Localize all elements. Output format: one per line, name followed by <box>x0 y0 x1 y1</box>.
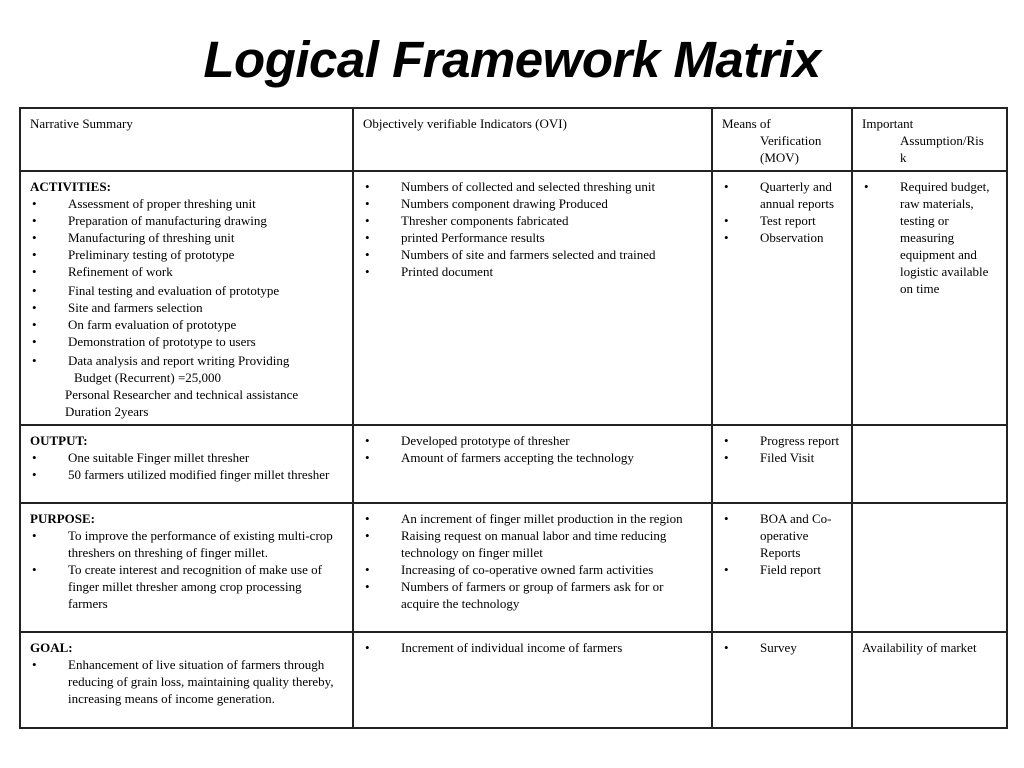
activities-mov <box>712 171 852 425</box>
goal-ovi <box>353 632 712 728</box>
list-item: • Thresher components fabricated <box>363 212 703 229</box>
list-item: • Data analysis and report writing Providing <box>30 352 344 369</box>
activities-list <box>30 195 344 369</box>
list-item: • Demonstration of prototype to users <box>30 333 344 350</box>
header-ovi <box>353 108 712 171</box>
output-row <box>20 425 1007 503</box>
goal-mov <box>712 632 852 728</box>
list-item: • Developed prototype of thresher <box>363 432 703 449</box>
header-label: Important <box>862 116 914 131</box>
logframe-table <box>19 107 1008 729</box>
header-label: Means of <box>722 116 771 131</box>
list-item: • One suitable Finger millet thresher <box>30 449 344 466</box>
header-label: Assumption/Ris <box>900 133 984 148</box>
header-label: Verification <box>760 133 822 148</box>
header-narrative-summary <box>20 108 353 171</box>
section-label: PURPOSE: <box>30 511 95 526</box>
activities-assumption <box>852 171 1007 425</box>
list-item: • Preparation of manufacturing drawing <box>30 212 344 229</box>
section-label: ACTIVITIES: <box>30 179 111 194</box>
list-item: • To improve the performance of existing multi-crop threshers on threshing of finger millet. <box>30 527 344 561</box>
goal-assumption: Availability of market <box>852 632 1007 728</box>
header-assumption-risk <box>852 108 1007 171</box>
header-label: (MOV) <box>760 150 799 165</box>
list-item: • Site and farmers selection <box>30 299 344 316</box>
budget-text: Budget (Recurrent) =25,000 <box>74 370 222 385</box>
list-item: • Filed Visit <box>722 449 843 466</box>
list-item: • Numbers of site and farmers selected and trained <box>363 246 703 263</box>
list-item: • To create interest and recognition of make use of finger millet thresher among crop processing farmers <box>30 561 344 612</box>
list-item: • Progress report <box>722 432 843 449</box>
section-label: GOAL: <box>30 640 73 655</box>
list-item: • Numbers component drawing Produced <box>363 195 703 212</box>
duration-text: Duration 2years <box>65 404 149 419</box>
personal-text: Personal Researcher and technical assistance <box>65 387 299 402</box>
purpose-mov <box>712 503 852 632</box>
list-item: • Observation <box>722 229 843 246</box>
output-list <box>30 449 344 483</box>
ovi-list <box>363 432 703 466</box>
purpose-assumption <box>852 503 1007 632</box>
page-title: Logical Framework Matrix <box>203 31 821 88</box>
purpose-row <box>20 503 1007 632</box>
list-item: • Raising request on manual labor and time reducing technology on finger millet <box>363 527 703 561</box>
list-item: • On farm evaluation of prototype <box>30 316 344 333</box>
list-item: • printed Performance results <box>363 229 703 246</box>
goal-list <box>30 656 344 707</box>
list-item: • Required budget, raw materials, testing or measuring equipment and logistic available on time <box>862 178 998 297</box>
header-mov <box>712 108 852 171</box>
list-item: • Test report <box>722 212 843 229</box>
output-mov <box>712 425 852 503</box>
list-item: • Increment of individual income of farmers <box>363 639 703 656</box>
mov-list <box>722 639 843 656</box>
list-item: • Final testing and evaluation of prototype <box>30 282 344 299</box>
list-item: • Field report <box>722 561 843 578</box>
activities-ovi <box>353 171 712 425</box>
header-label: Narrative Summary <box>30 116 133 131</box>
mov-list <box>722 432 843 466</box>
list-item: • Quarterly and annual reports <box>722 178 843 212</box>
purpose-narrative <box>20 503 353 632</box>
purpose-list <box>30 527 344 612</box>
ovi-list <box>363 510 703 612</box>
goal-row <box>20 632 1007 728</box>
assumption-list <box>862 178 998 297</box>
list-item: • Printed document <box>363 263 703 280</box>
activities-row <box>20 171 1007 425</box>
mov-list <box>722 510 843 578</box>
section-label: OUTPUT: <box>30 433 88 448</box>
list-item: • Amount of farmers accepting the technology <box>363 449 703 466</box>
ovi-list <box>363 178 703 280</box>
list-item: • 50 farmers utilized modified finger millet thresher <box>30 466 344 483</box>
list-item: • Increasing of co-operative owned farm activities <box>363 561 703 578</box>
output-ovi <box>353 425 712 503</box>
mov-list <box>722 178 843 246</box>
list-item: • BOA and Co-operative Reports <box>722 510 843 561</box>
output-narrative <box>20 425 353 503</box>
header-row <box>20 108 1007 171</box>
list-item: • Manufacturing of threshing unit <box>30 229 344 246</box>
list-item: • Survey <box>722 639 843 656</box>
purpose-ovi <box>353 503 712 632</box>
ovi-list <box>363 639 703 656</box>
activities-narrative <box>20 171 353 425</box>
list-item: • Preliminary testing of prototype <box>30 246 344 263</box>
output-assumption <box>852 425 1007 503</box>
list-item: • Assessment of proper threshing unit <box>30 195 344 212</box>
goal-narrative <box>20 632 353 728</box>
list-item: • Refinement of work <box>30 263 344 280</box>
list-item: • An increment of finger millet production in the region <box>363 510 703 527</box>
list-item: • Numbers of collected and selected threshing unit <box>363 178 703 195</box>
header-label: Objectively verifiable Indicators (OVI) <box>363 116 567 131</box>
list-item: • Numbers of farmers or group of farmers ask for or acquire the technology <box>363 578 703 612</box>
header-label: k <box>900 150 907 165</box>
list-item: • Enhancement of live situation of farmers through reducing of grain loss, maintaining quality thereby, increasing means of income generation. <box>30 656 344 707</box>
